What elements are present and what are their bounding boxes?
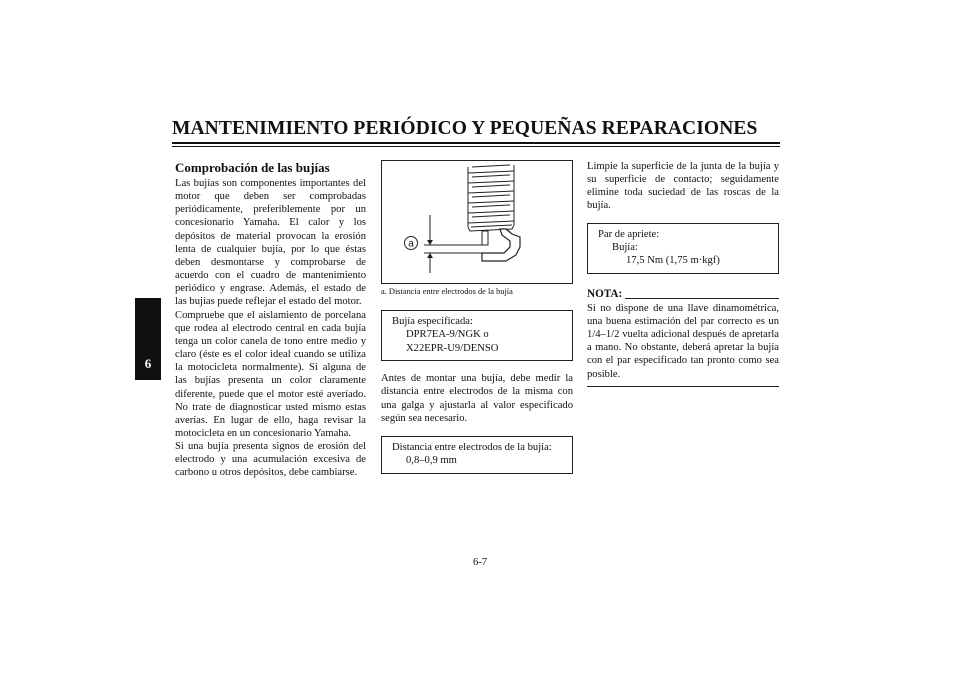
paragraph-inspection: Compruebe que el aislamiento de porcelana que rodea al electrodo central en cada bujía tenga un color canela de tono entre medio y claro (éste es el color ideal cuando se utiliza la motocicleta normalmente). Si alguna de las bujías presenta un color claramente diferente, puede que el motor esté averíado. No trate de diagnosticar usted mismo estas averías. En lugar de ello, haga revisar la motocicleta en un concesionario Yamaha. (175, 309, 366, 439)
chapter-number: 6 (144, 356, 152, 371)
figure-callout-a: a (408, 238, 414, 250)
spec-value: X22EPR-U9/DENSO (406, 342, 499, 354)
spark-plug-illustration (382, 161, 572, 283)
paragraph-gap-measurement: Antes de montar una bujía, debe medir la distancia entre electrodos de la misma con una galga y ajustarla al valor especificado según sea necesario. (381, 373, 573, 424)
spec-box-electrode-gap (381, 436, 573, 474)
section-title: Comprobación de las bujías (175, 160, 330, 175)
note-label: NOTA: (587, 287, 623, 300)
spec-label: Par de apriete: (598, 228, 660, 240)
note-rule (625, 298, 779, 299)
paragraph-cleaning: Limpie la superficie de la junta de la bujía y su superficie de contacto; seguidamente elimine toda suciedad de las roscas de la bujía. (587, 161, 779, 212)
spec-item: Bujía: (612, 242, 638, 254)
header-rule-thin (172, 146, 780, 147)
page-number: 6-7 (472, 557, 488, 568)
spec-box-spark-plug (381, 310, 573, 361)
spec-box-torque (587, 223, 779, 274)
column-left (175, 160, 366, 480)
note-end-rule (587, 386, 779, 387)
spec-label: Bujía especificada: (392, 316, 473, 327)
spec-value: DPR7EA-9/NGK o (406, 329, 489, 341)
spec-value: 17,5 Nm (1,75 m·kgf) (626, 255, 720, 267)
figure-caption: a. Distancia entre electrodos de la bujía (381, 287, 513, 296)
spark-plug-figure (381, 160, 573, 284)
paragraph-replacement: Si una bujía presenta signos de erosión del electrodo y una acumulación excesiva de carbono u otros depósitos, debe cambiarse. (175, 441, 366, 479)
page-header-title: MANTENIMIENTO PERIÓDICO Y PEQUEÑAS REPARACIONES (172, 118, 758, 139)
header-rule-thick (172, 142, 780, 144)
note-header (587, 288, 779, 301)
paragraph-intro: Las bujías son componentes importantes del motor que deben ser comprobadas periódicamente, preferiblemente por un concesionario Yamaha. El calor y los depósitos de material provocan la erosión lenta de cualquier bujía, por lo que éstas deben desmontarse y comprobarse de acuerdo con el cuadro de mantenimiento periódico y engrase. Además, el estado de las bujías puede reflejar el estado del motor. (175, 178, 366, 308)
spec-value: 0,8–0,9 mm (406, 455, 457, 467)
column-right (587, 160, 779, 387)
note-text: Si no dispone de una llave dinamométrica, una buena estimación del par correcto es un 1/4–1/2 vuelta adicional después de apretarla a mano. No obstante, deberá apretar la bujía con el par especificado tan pronto como sea posible. (587, 302, 779, 380)
column-middle (381, 160, 573, 474)
spec-label: Distancia entre electrodos de la bujía: (392, 441, 552, 453)
